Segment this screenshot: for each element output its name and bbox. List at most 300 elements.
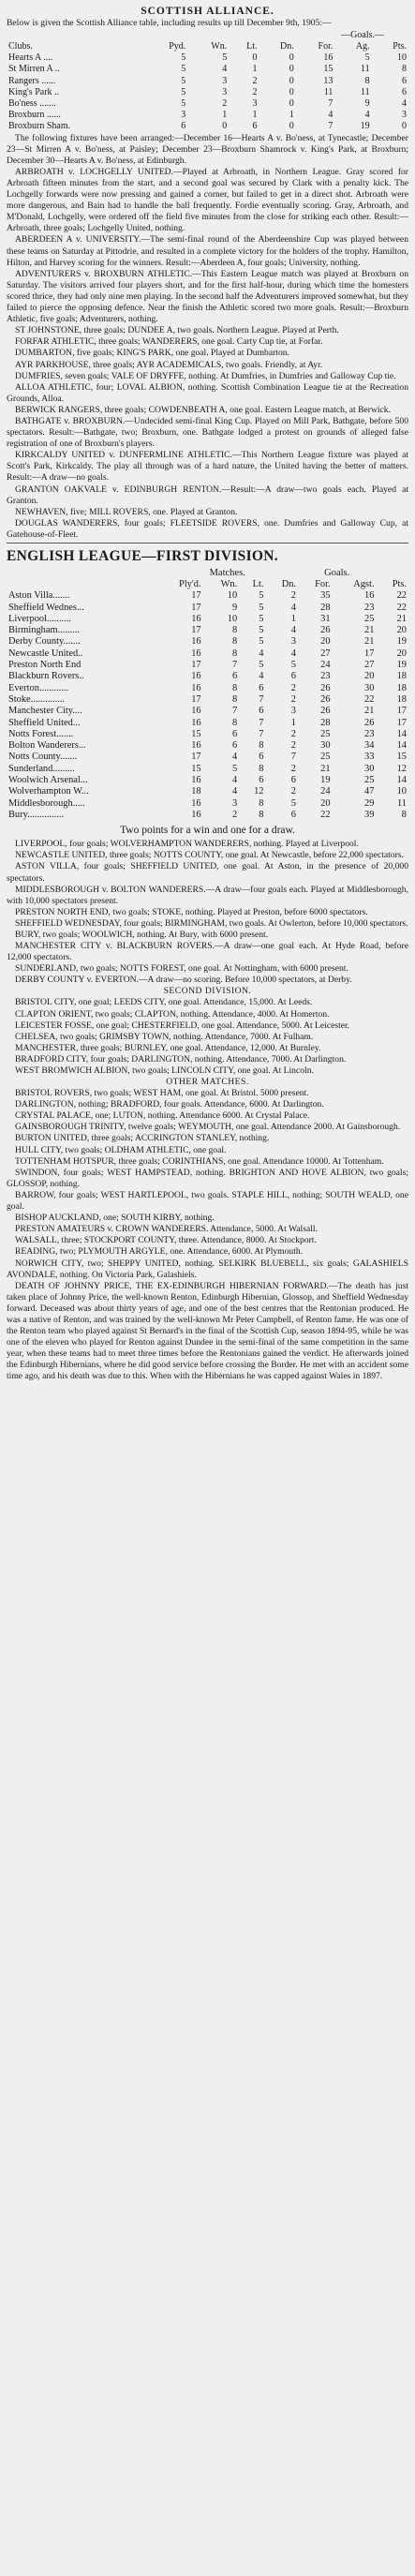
- club-name: Manchester City....: [8, 706, 82, 717]
- table-cell: 10: [227, 590, 238, 602]
- table-cell: 5: [181, 64, 186, 75]
- scottish-alliance-table: [7, 41, 408, 133]
- table-cell: 9: [364, 98, 370, 110]
- table-cell: 5: [259, 590, 264, 602]
- club-name: Bolton Wanderers...: [8, 740, 86, 752]
- table-cell: 12: [254, 786, 264, 797]
- match-report: BURY, two goals; WOOLWICH, nothing. At Bury, with 6000 present.: [15, 929, 269, 940]
- table-cell: 2: [252, 75, 258, 86]
- table-row: [7, 671, 408, 682]
- table-cell: 17: [191, 752, 201, 763]
- table-cell: 11: [396, 797, 407, 809]
- table-cell: 5: [181, 86, 186, 97]
- club-name: Broxburn ......: [8, 110, 61, 121]
- table-row: [7, 683, 408, 694]
- table-cell: 20: [320, 636, 331, 648]
- match-report: READING, two; PLYMOUTH ARGYLE, one. Attendance, 6000. At Plymouth.: [15, 1246, 304, 1258]
- scottish-goals-header: —Goals.—: [341, 30, 384, 40]
- table-cell: 15: [191, 728, 201, 739]
- table-cell: 21: [364, 706, 375, 717]
- table-row: [7, 98, 408, 110]
- table-cell: 8: [259, 797, 264, 809]
- table-cell: 30: [320, 740, 331, 752]
- match-report: BISHOP AUCKLAND, one; SOUTH KIRBY, nothing.: [15, 1213, 215, 1224]
- table-cell: 8: [259, 740, 264, 752]
- table-cell: 8: [231, 636, 238, 648]
- table-cell: 5: [222, 52, 228, 64]
- table-cell: 8: [231, 625, 238, 636]
- table-cell: 5: [259, 660, 264, 671]
- table-cell: 7: [259, 693, 264, 705]
- column-header: Wn.: [220, 579, 238, 589]
- table-cell: 19: [360, 121, 370, 132]
- table-cell: 24: [320, 786, 331, 797]
- match-report: BRISTOL ROVERS, two goals; WEST HAM, one goal. At Bristol. 5000 present.: [15, 1088, 309, 1099]
- table-cell: 26: [320, 625, 331, 636]
- match-report: CRYSTAL PALACE, one; LUTON, nothing. Attendance 6000. At Crystal Palace.: [15, 1110, 310, 1122]
- table-cell: 5: [259, 625, 264, 636]
- table-cell: 29: [364, 797, 375, 809]
- table-row: [7, 76, 408, 87]
- table-cell: 11: [361, 64, 370, 75]
- table-cell: 31: [320, 613, 331, 624]
- match-report: SUNDERLAND, two goals; NOTTS FOREST, one goal. At Nottingham, with 6000 present.: [15, 963, 348, 975]
- table-cell: 3: [231, 797, 238, 809]
- column-header: For.: [318, 41, 333, 52]
- table-cell: 5: [181, 75, 186, 86]
- match-report: CHELSEA, two goals; GRIMSBY TOWN, nothing. Attendance, 7000. At Fulham.: [15, 1031, 314, 1042]
- table-cell: 20: [320, 797, 331, 809]
- table-cell: 18: [191, 786, 201, 797]
- column-header: Pts.: [392, 579, 407, 589]
- table-cell: 16: [191, 775, 201, 786]
- club-name: St Mirren A ..: [8, 64, 60, 75]
- club-name: Birmingham.........: [8, 625, 80, 636]
- table-cell: 17: [396, 706, 407, 717]
- column-header: Wn.: [211, 41, 228, 52]
- table-cell: 6: [252, 121, 258, 132]
- table-cell: 8: [231, 682, 238, 693]
- column-header: Clubs.: [8, 41, 33, 52]
- match-report: GAINSBOROUGH TRINITY, twelve goals; WEYMOUTH, one goal. Attendance 2000. At Gainsborough.: [15, 1122, 401, 1133]
- table-cell: 0: [252, 52, 258, 64]
- club-name: Blackburn Rovers..: [8, 671, 84, 682]
- table-cell: 16: [191, 809, 201, 820]
- table-cell: 1: [290, 613, 296, 624]
- table-cell: 26: [320, 682, 331, 693]
- match-report: TOTTENHAM HOTSPUR, three goals; CORINTHIANS, one goal. Attendance 10000. At Tottenham.: [15, 1155, 384, 1167]
- table-cell: 2: [290, 682, 296, 693]
- match-report: ARBROATH v. LOCHGELLY UNITED.—Played at Arbroath, in Northern League. Gray scored for Arbroath fifteen minutes from the start, and a second goal was secured by Clark with a penalty kick. The Lochgelly forwards were now pressing and gained a corner, but failed to get in a direct shot. Arbroath were more dangerous, and Bain had to handle the ball frequently. Fordie eventually scoring. Gray, Arbroath, and M'Donald, Lochgelly, were ordered off the field five minutes from the close for striking each other. Result:—Arbroath, three goals; Lochgelly United, nothing.: [7, 166, 408, 234]
- table-cell: 3: [402, 110, 407, 121]
- table-cell: 2: [231, 809, 238, 820]
- table-row: [7, 706, 408, 717]
- table-cell: 20: [396, 648, 407, 659]
- table-cell: 19: [396, 660, 407, 671]
- column-header: Pyd.: [169, 41, 186, 52]
- column-header: Ag.: [355, 41, 370, 52]
- table-cell: 25: [320, 752, 331, 763]
- match-report: MANCHESTER, three goals; BURNLEY, one goal. Attendance, 12,000. At Burnley.: [15, 1042, 321, 1053]
- match-report: ST JOHNSTONE, three goals; DUNDEE A, two goals. Northern League. Played at Perth.: [15, 325, 339, 336]
- table-cell: 1: [252, 110, 258, 121]
- match-report: NEWHAVEN, five; MILL ROVERS, one. Played at Granton.: [15, 506, 238, 517]
- table-cell: 18: [396, 671, 407, 682]
- match-report: DUMBARTON, five goals; KING'S PARK, one goal. Played at Dumbarton.: [15, 348, 289, 359]
- table-cell: 30: [364, 682, 375, 693]
- match-report: WEST BROMWICH ALBION, two goals; LINCOLN CITY, one goal. At Lincoln.: [15, 1065, 314, 1077]
- goals-header: Goals.: [324, 568, 350, 578]
- table-cell: 26: [320, 693, 331, 705]
- match-report: BATHGATE v. BROXBURN.—Undecided semi-final King Cup. Played on Mill Park, Bathgate, before 500 spectators. Result:—Bathgate, two; Broxburn, one. Bathgate lodged a protest on grounds of alleged false registration of one of Broxburn's players.: [7, 415, 408, 450]
- table-cell: 6: [402, 86, 407, 97]
- table-cell: 14: [396, 740, 407, 752]
- table-cell: 22: [396, 590, 407, 602]
- table-cell: 35: [320, 590, 331, 602]
- table-cell: 18: [396, 693, 407, 705]
- club-name: Hearts A ....: [8, 52, 53, 64]
- table-cell: 1: [222, 110, 228, 121]
- match-report: DERBY COUNTY v. EVERTON.—A draw—no scoring. Before 10,000 spectators, at Derby.: [15, 975, 352, 986]
- table-cell: 6: [231, 671, 238, 682]
- table-cell: 5: [231, 763, 238, 774]
- match-report: NORWICH CITY, two; SHEPPY UNITED, nothing. SELKIRK BLUEBELL, six goals; GALASHIELS AVONDALE, nothing. On Victoria Park, Galashiels.: [7, 1258, 408, 1280]
- match-report: FORFAR ATHLETIC, three goals; WANDERERS, one goal. Carty Cup tie, at Forfar.: [15, 336, 323, 348]
- table-cell: 1: [252, 64, 258, 75]
- club-name: Woolwich Arsenal...: [8, 775, 88, 786]
- match-report: NEWCASTLE UNITED, three goals; NOTTS COUNTY, one goal. At Newcastle, before 22,000 spectators.: [15, 850, 404, 861]
- table-cell: 0: [402, 121, 407, 132]
- table-cell: 3: [252, 98, 258, 110]
- table-cell: 13: [323, 75, 333, 86]
- table-cell: 0: [289, 75, 294, 86]
- match-report: AYR PARKHOUSE, three goals; AYR ACADEMICALS, two goals. Friendly, at Ayr.: [15, 359, 323, 370]
- english-group-header: [7, 567, 408, 579]
- club-name: Liverpool..........: [8, 613, 71, 624]
- table-cell: 6: [259, 752, 264, 763]
- second-division-title: SECOND DIVISION.: [163, 986, 252, 997]
- table-cell: 3: [222, 75, 228, 86]
- table-cell: 16: [191, 613, 201, 624]
- match-report: BURTON UNITED, three goals; ACCRINGTON STANLEY, nothing.: [15, 1133, 270, 1144]
- table-row: [7, 718, 408, 729]
- table-cell: 16: [191, 706, 201, 717]
- table-cell: 4: [259, 648, 264, 659]
- table-cell: 8: [231, 717, 238, 728]
- club-name: Sunderland.........: [8, 763, 75, 774]
- points-note: Two points for a win and one for a draw.: [120, 825, 295, 837]
- table-cell: 17: [364, 648, 375, 659]
- table-cell: 7: [328, 121, 333, 132]
- table-cell: 5: [259, 636, 264, 648]
- table-cell: 5: [181, 98, 186, 110]
- club-name: Stoke..............: [8, 693, 66, 705]
- table-cell: 9: [231, 602, 238, 613]
- table-row: [7, 64, 408, 75]
- table-cell: 19: [320, 775, 331, 786]
- match-report: BERWICK RANGERS, three goals; COWDENBEATH A, one goal. Eastern League match, at Berwick.: [15, 404, 391, 415]
- table-cell: 26: [320, 706, 331, 717]
- match-report: SHEFFIELD WEDNESDAY, four goals; BIRMINGHAM, two goals. At Owlerton, before 10,000 spectators.: [15, 917, 408, 929]
- table-cell: 7: [290, 752, 296, 763]
- table-cell: 15: [323, 64, 333, 75]
- table-cell: 21: [364, 625, 375, 636]
- table-row: [7, 590, 408, 602]
- table-cell: 17: [191, 602, 201, 613]
- match-report: LEICESTER FOSSE, one goal; CHESTERFIELD, one goal. Attendance, 5000. At Leicester.: [15, 1020, 350, 1031]
- club-name: Derby County.......: [8, 636, 81, 648]
- obituary-paragraph: DEATH OF JOHNNY PRICE, THE EX-EDINBURGH HIBERNIAN FORWARD.—The death has just taken place of Johnny Price, the well-known Renton, Edinburgh Hibernian, Glossop, and Sheffield Wednesday forward. Deceased was about thirty years of age, and one of the best centres that the Rentonian produced. He was a native of Renton, and was trained by the well-known Mr Peter Campbell, of Renton fame. He was one of the Renton team who played against St Bernard's in the final of the Scottish Cup, season 1894-95, while he was one of the eleven who played for Renton against Dundee in the semi-final of the same competition in the same year, when these teams had to meet three times before the Rentonians gained the verdict. He afterwards joined the Edinburgh Hibernians, where he did good service before crossing the Border. He met with an accident some time ago, and his death was due to this. When with the Hibernians he was capped against Wales in 1897.: [7, 1280, 409, 1382]
- table-cell: 4: [402, 98, 407, 110]
- table-cell: 7: [259, 717, 264, 728]
- match-report: DOUGLAS WANDERERS, four goals; FLEETSIDE ROVERS, one. Dumfries and Galloway Cup, at Gatehouse-of-Fleet.: [7, 517, 408, 540]
- table-cell: 15: [191, 763, 201, 774]
- table-cell: 34: [364, 740, 375, 752]
- table-cell: 0: [289, 52, 294, 64]
- table-row: [7, 121, 408, 132]
- table-cell: 11: [361, 86, 370, 97]
- table-cell: 2: [252, 86, 258, 97]
- table-row: [7, 764, 408, 775]
- table-cell: 6: [290, 671, 296, 682]
- table-cell: 8: [364, 75, 370, 86]
- table-cell: 25: [364, 613, 375, 624]
- club-name: Aston Villa.......: [8, 590, 70, 602]
- table-header-row: [7, 41, 408, 52]
- table-cell: 27: [364, 660, 375, 671]
- table-cell: 22: [320, 809, 331, 820]
- table-cell: 17: [191, 693, 201, 705]
- table-cell: 4: [328, 110, 333, 121]
- club-name: Newcastle United..: [8, 648, 83, 659]
- column-header: Agst.: [353, 579, 375, 589]
- match-report: BARROW, four goals; WEST HARTLEPOOL, two goals. STAPLE HILL, nothing; SOUTH WEALD, one goal.: [7, 1189, 408, 1213]
- table-cell: 19: [396, 636, 407, 648]
- club-name: Rangers ......: [8, 75, 56, 86]
- table-cell: 16: [191, 682, 201, 693]
- match-report: GRANTON OAKVALE v. EDINBURGH RENTON.—Result:—A draw—two goals each. Played at Granton.: [7, 484, 408, 506]
- column-header: Pts.: [393, 41, 407, 52]
- match-report: DUMFRIES, seven goals; VALE OF DRYFFE, nothing. At Dumfries, in Dumfries and Galloway Cup tie.: [15, 370, 396, 381]
- table-cell: 28: [320, 602, 331, 613]
- table-cell: 30: [364, 763, 375, 774]
- table-cell: 20: [396, 625, 407, 636]
- other-matches-title: OTHER MATCHES.: [166, 1077, 249, 1088]
- table-cell: 6: [231, 728, 238, 739]
- column-header: Dn.: [281, 579, 296, 589]
- column-header: [7, 579, 156, 590]
- table-cell: 6: [402, 75, 407, 86]
- table-cell: 33: [364, 752, 375, 763]
- match-report: WALSALL, three; STOCKPORT COUNTY, three. Attendance, 8000. At Stockport.: [15, 1235, 317, 1246]
- matches-header: Matches.: [209, 568, 245, 578]
- table-row: [7, 660, 408, 671]
- match-report: The following fixtures have been arranged:—December 16—Hearts A v. Bo'ness, at Tynecastle; December 23—St Mirren A v. Bo'ness, at Paisley; December 23—Broxburn Shamrock v. King's Park, at Broxburn; December 30—Hearts A v. Bo'ness, at Edinburgh.: [7, 132, 408, 166]
- table-cell: 5: [290, 797, 296, 809]
- table-row: [7, 729, 408, 740]
- table-cell: 7: [259, 728, 264, 739]
- match-report: HULL CITY, two goals; OLDHAM ATHLETIC, one goal.: [15, 1144, 227, 1155]
- table-cell: 6: [259, 775, 264, 786]
- match-report: CLAPTON ORIENT, two goals; CLAPTON, nothing. Attendance, 4000. At Homerton.: [15, 1008, 330, 1020]
- table-cell: 23: [364, 728, 375, 739]
- match-report: DARLINGTON, nothing; BRADFORD, four goals. Attendance, 6000. At Darlington.: [15, 1099, 324, 1110]
- table-cell: 23: [320, 671, 331, 682]
- table-cell: 20: [364, 671, 375, 682]
- table-cell: 22: [364, 693, 375, 705]
- table-cell: 1: [290, 717, 296, 728]
- table-row: [7, 648, 408, 660]
- table-cell: 0: [222, 121, 228, 132]
- table-cell: 16: [191, 636, 201, 648]
- table-cell: 16: [323, 52, 333, 64]
- table-cell: 2: [290, 763, 296, 774]
- club-name: Notts Forest.......: [8, 728, 74, 739]
- club-name: Everton............: [8, 682, 69, 693]
- table-row: [7, 603, 408, 614]
- match-report: SWINDON, four goals; WEST HAMPSTEAD, nothing. BRIGHTON AND HOVE ALBION, two goals; GLOSSOP, nothing.: [7, 1167, 408, 1189]
- match-report: BRADFORD CITY, four goals; DARLINGTON, nothing. Attendance, 7000. At Darlington.: [15, 1053, 347, 1065]
- table-cell: 2: [290, 786, 296, 797]
- table-cell: 2: [290, 590, 296, 602]
- table-row: [7, 775, 408, 786]
- table-cell: 10: [227, 613, 238, 624]
- table-cell: 1: [289, 110, 294, 121]
- table-cell: 2: [290, 740, 296, 752]
- table-cell: 0: [289, 64, 294, 75]
- table-cell: 17: [396, 717, 407, 728]
- first-division-results: [7, 839, 408, 986]
- scottish-alliance-title: SCOTTISH ALLIANCE.: [141, 6, 274, 17]
- table-cell: 3: [290, 706, 296, 717]
- table-cell: 3: [181, 110, 186, 121]
- club-name: Broxburn Sham.: [8, 121, 71, 132]
- table-cell: 7: [231, 660, 238, 671]
- column-header: Dn.: [280, 41, 294, 52]
- table-cell: 7: [231, 706, 238, 717]
- table-cell: 16: [191, 797, 201, 809]
- second-division-results: [7, 997, 408, 1077]
- english-league-title: ENGLISH LEAGUE—FIRST DIVISION.: [7, 548, 278, 564]
- club-name: Preston North End: [8, 660, 82, 671]
- match-report: KIRKCALDY UNITED v. DUNFERMLINE ATHLETIC.—This Northern League fixture was played at Scott's Park, Kirkcaldy. The play all through was of a hard nature, the United having the better of matters. Result:—A draw—no goals.: [7, 450, 408, 484]
- table-cell: 11: [323, 86, 333, 97]
- match-report: ASTON VILLA, four goals; SHEFFIELD UNITED, one goal. At Aston, in the presence of 20,000 spectators.: [7, 861, 408, 884]
- column-header: Lt.: [252, 579, 264, 589]
- table-cell: 6: [290, 809, 296, 820]
- english-league-table: [7, 567, 408, 821]
- table-cell: 4: [231, 786, 238, 797]
- table-cell: 4: [231, 752, 238, 763]
- club-name: Bury...............: [8, 809, 65, 820]
- table-cell: 25: [364, 775, 375, 786]
- table-cell: 25: [320, 728, 331, 739]
- table-cell: 6: [259, 706, 264, 717]
- table-cell: 4: [364, 110, 370, 121]
- table-cell: 39: [364, 809, 375, 820]
- table-row: [7, 625, 408, 636]
- table-cell: 17: [191, 590, 201, 602]
- table-cell: 4: [259, 671, 264, 682]
- table-cell: 4: [290, 625, 296, 636]
- table-cell: 14: [396, 728, 407, 739]
- table-cell: 2: [222, 98, 228, 110]
- club-name: Bo'ness .......: [8, 98, 56, 110]
- table-cell: 7: [328, 98, 333, 110]
- table-cell: 0: [289, 86, 294, 97]
- table-cell: 2: [290, 693, 296, 705]
- club-name: Wolverhampton W...: [8, 786, 89, 797]
- table-cell: 16: [191, 717, 201, 728]
- match-report: PRESTON NORTH END, two goals; STOKE, nothing. Played at Preston, before 6000 spectators.: [15, 906, 368, 917]
- table-cell: 15: [396, 752, 407, 763]
- table-cell: 4: [231, 775, 238, 786]
- table-cell: 4: [290, 602, 296, 613]
- table-cell: 5: [259, 613, 264, 624]
- club-name: Middlesborough.....: [8, 797, 85, 809]
- table-cell: 8: [401, 809, 407, 820]
- table-cell: 17: [191, 660, 201, 671]
- table-cell: 16: [191, 740, 201, 752]
- table-cell: 5: [364, 52, 370, 64]
- table-cell: 0: [289, 121, 294, 132]
- table-cell: 24: [320, 660, 331, 671]
- scottish-results: [7, 133, 408, 541]
- table-cell: 16: [364, 590, 375, 602]
- table-cell: 8: [259, 809, 264, 820]
- table-cell: 26: [364, 717, 375, 728]
- table-row: [7, 740, 408, 752]
- match-report: LIVERPOOL, four goals; WOLVERHAMPTON WANDERERS, nothing. Played at Liverpool.: [15, 839, 359, 850]
- table-cell: 2: [290, 728, 296, 739]
- club-name: King's Park ..: [8, 86, 60, 97]
- table-cell: 3: [222, 86, 228, 97]
- table-cell: 21: [396, 613, 407, 624]
- club-name: Notts County.......: [8, 752, 78, 763]
- table-row: [7, 810, 408, 821]
- match-report: BRISTOL CITY, one goal; LEEDS CITY, one goal. Attendance, 15,000. At Leeds.: [15, 997, 313, 1008]
- table-header-row: [7, 579, 408, 590]
- table-row: [7, 87, 408, 98]
- table-cell: 8: [231, 648, 238, 659]
- table-cell: 4: [222, 64, 228, 75]
- table-cell: 16: [191, 648, 201, 659]
- table-row: [7, 694, 408, 706]
- table-cell: 18: [396, 682, 407, 693]
- table-cell: 10: [397, 52, 407, 64]
- table-cell: 16: [191, 671, 201, 682]
- table-cell: 6: [290, 775, 296, 786]
- table-row: [7, 636, 408, 648]
- club-name: Sheffield Wednes...: [8, 602, 84, 613]
- other-matches-results: [7, 1088, 408, 1281]
- match-report: MIDDLESBOROUGH v. BOLTON WANDERERS.—A draw—four goals each. Played at Middlesborough, with 10,000 spectators present.: [7, 884, 408, 906]
- table-cell: 5: [290, 660, 296, 671]
- table-cell: 47: [364, 786, 375, 797]
- table-cell: 14: [396, 775, 407, 786]
- column-header: Lt.: [246, 41, 258, 52]
- table-cell: 6: [231, 740, 238, 752]
- table-cell: 22: [396, 602, 407, 613]
- table-row: [7, 752, 408, 763]
- table-row: [7, 798, 408, 810]
- table-cell: 3: [290, 636, 296, 648]
- scottish-intro: Below is given the Scottish Alliance table, including results up till December 9th, 1905:—: [7, 18, 332, 28]
- match-report: ALLOA ATHLETIC, four; LOVAL ALBION, nothing. Scottish Combination League tie at the Recreation Grounds, Alloa.: [7, 381, 408, 404]
- table-cell: 28: [320, 717, 331, 728]
- column-header: Ply'd.: [179, 579, 201, 589]
- table-cell: 10: [396, 786, 407, 797]
